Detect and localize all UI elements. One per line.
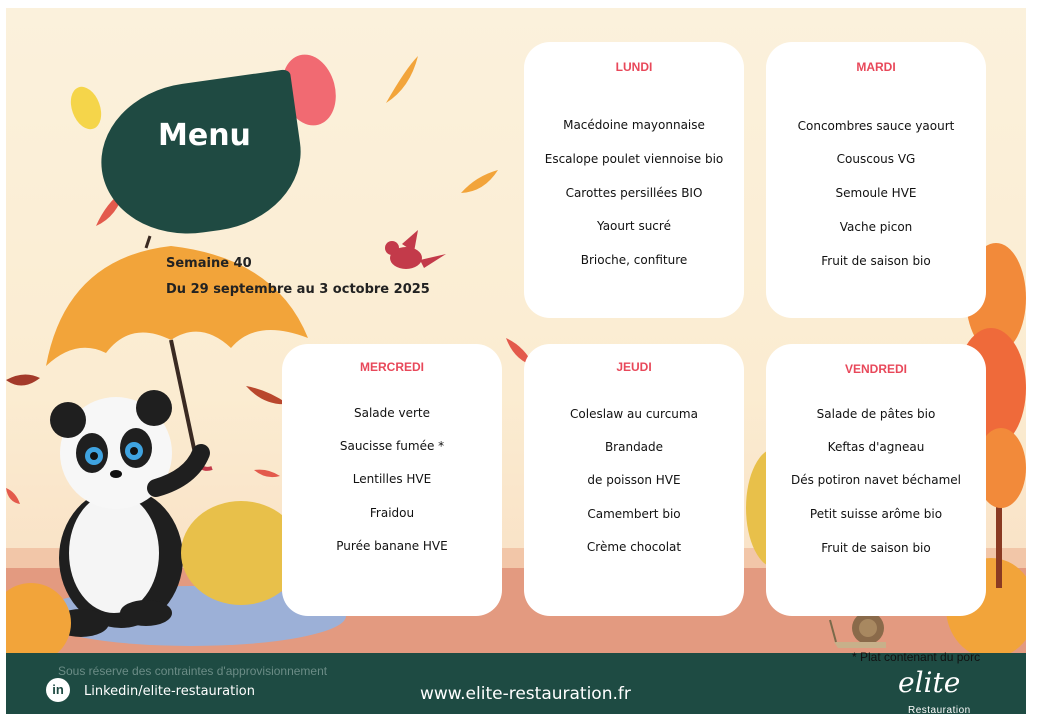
- date-range: Du 29 septembre au 3 octobre 2025: [166, 282, 430, 297]
- menu-item: de poisson HVE: [587, 473, 681, 487]
- menu-item: Carottes persillées BIO: [565, 186, 703, 200]
- balloon-icon: [65, 83, 106, 134]
- menu-item: Crème chocolat: [586, 540, 682, 554]
- supply-disclaimer: Sous réserve des contraintes d'approvisionnement: [58, 664, 328, 678]
- bird-illustration: [385, 230, 446, 269]
- day-card-mardi: [766, 42, 986, 318]
- day-title: VENDREDI: [844, 362, 907, 376]
- leaf-icon: [6, 374, 40, 385]
- menu-item: Couscous VG: [836, 152, 916, 166]
- pork-note: * Plat contenant du porc: [852, 650, 981, 664]
- menu-item: Yaourt sucré: [597, 219, 671, 233]
- day-card-jeudi: [524, 344, 744, 616]
- day-card-lundi: [524, 42, 744, 318]
- menu-item: Fruit de saison bio: [821, 254, 931, 268]
- menu-item: Macédoine mayonnaise: [563, 118, 705, 132]
- snail-illustration: [830, 612, 886, 648]
- menu-item: Brandade: [604, 440, 664, 454]
- day-title: LUNDI: [615, 60, 653, 74]
- menu-item: Salade verte: [354, 406, 430, 420]
- menu-item: Fruit de saison bio: [821, 541, 931, 555]
- menu-item: Camembert bio: [587, 507, 681, 521]
- menu-item: Petit suisse arôme bio: [809, 507, 943, 521]
- linkedin-link[interactable]: Linkedin/elite-restauration: [84, 684, 255, 699]
- illustrated-background: [6, 8, 1026, 714]
- menu-item: Concombres sauce yaourt: [797, 119, 955, 133]
- menu-item: Purée banane HVE: [336, 539, 448, 553]
- bush-illustration: [6, 583, 71, 663]
- menu-item: Fraidou: [369, 506, 415, 520]
- leaf-icon: [386, 56, 418, 103]
- menu-item: Lentilles HVE: [352, 472, 432, 486]
- menu-item: Saucisse fumée *: [339, 439, 445, 453]
- menu-item: Vache picon: [839, 220, 913, 234]
- menu-item: Semoule HVE: [835, 186, 917, 200]
- day-card-vendredi: [766, 344, 986, 616]
- menu-item: Keftas d'agneau: [827, 440, 925, 454]
- linkedin-icon[interactable]: in: [46, 678, 70, 702]
- panda-illustration: [50, 390, 201, 637]
- week-label: Semaine 40: [166, 256, 252, 271]
- menu-item: Dés potiron navet béchamel: [790, 473, 962, 487]
- day-title: MERCREDI: [359, 360, 424, 374]
- day-title: MARDI: [856, 60, 896, 74]
- menu-item: Salade de pâtes bio: [816, 407, 936, 421]
- day-title: JEUDI: [616, 360, 652, 374]
- leaf-icon: [254, 470, 280, 478]
- leaf-icon: [6, 488, 20, 504]
- website-link[interactable]: www.elite-restauration.fr: [420, 684, 631, 704]
- day-card-mercredi: [282, 344, 502, 616]
- menu-item: Coleslaw au curcuma: [570, 407, 698, 421]
- page-title: Menu: [158, 118, 251, 153]
- leaf-icon: [461, 170, 498, 193]
- brand-subtitle: Restauration: [908, 705, 971, 714]
- menu-item: Brioche, confiture: [580, 253, 688, 267]
- brand-logo: elite: [898, 666, 961, 699]
- menu-item: Escalope poulet viennoise bio: [544, 152, 724, 166]
